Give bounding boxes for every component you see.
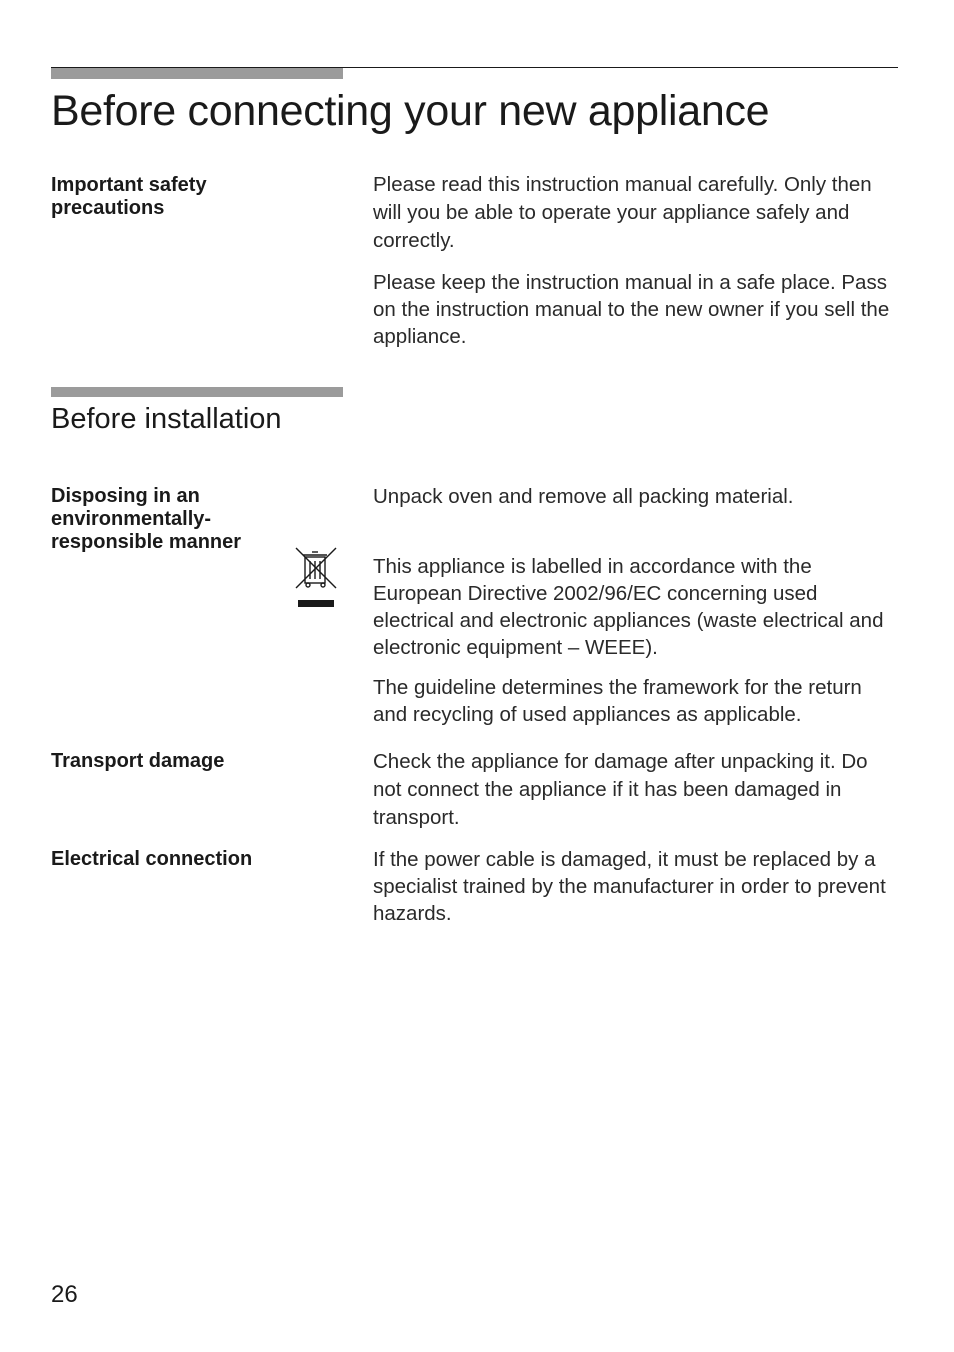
safety-label: Important safety precautions	[51, 174, 207, 219]
section-accent-bar	[51, 387, 343, 397]
page-number: 26	[51, 1281, 78, 1308]
electrical-label: Electrical connection	[51, 848, 253, 870]
disposing-paragraph-2: This appliance is labelled in accordance with the European Directive 2002/96/EC concerning used electrical and electronic appliances (waste electrical and electronic equipment – WEEE).	[373, 555, 884, 659]
disposing-label: Disposing in an environmentally-responsible manner	[51, 485, 242, 553]
transport-label: Transport damage	[51, 750, 225, 772]
transport-paragraph: Check the appliance for damage after unpacking it. Do not connect the appliance if it has been damaged in transport.	[373, 750, 868, 829]
disposing-paragraph-1: Unpack oven and remove all packing material.	[373, 485, 794, 508]
safety-paragraph-1: Please read this instruction manual carefully. Only then will you be able to operate your appliance safely and correctly.	[373, 173, 872, 252]
header-accent-bar	[51, 68, 343, 79]
disposing-paragraph-3: The guideline determines the framework for the return and recycling of used appliances as applicable.	[373, 676, 862, 726]
crossed-out-wheelie-bin-icon	[294, 546, 338, 610]
safety-paragraph-2: Please keep the instruction manual in a safe place. Pass on the instruction manual to the new owner if you sell the appliance.	[373, 271, 890, 348]
page-title: Before connecting your new appliance	[51, 87, 770, 135]
electrical-paragraph: If the power cable is damaged, it must be replaced by a specialist trained by the manufacturer in order to prevent hazards.	[373, 848, 886, 925]
section-title: Before installation	[51, 403, 282, 435]
